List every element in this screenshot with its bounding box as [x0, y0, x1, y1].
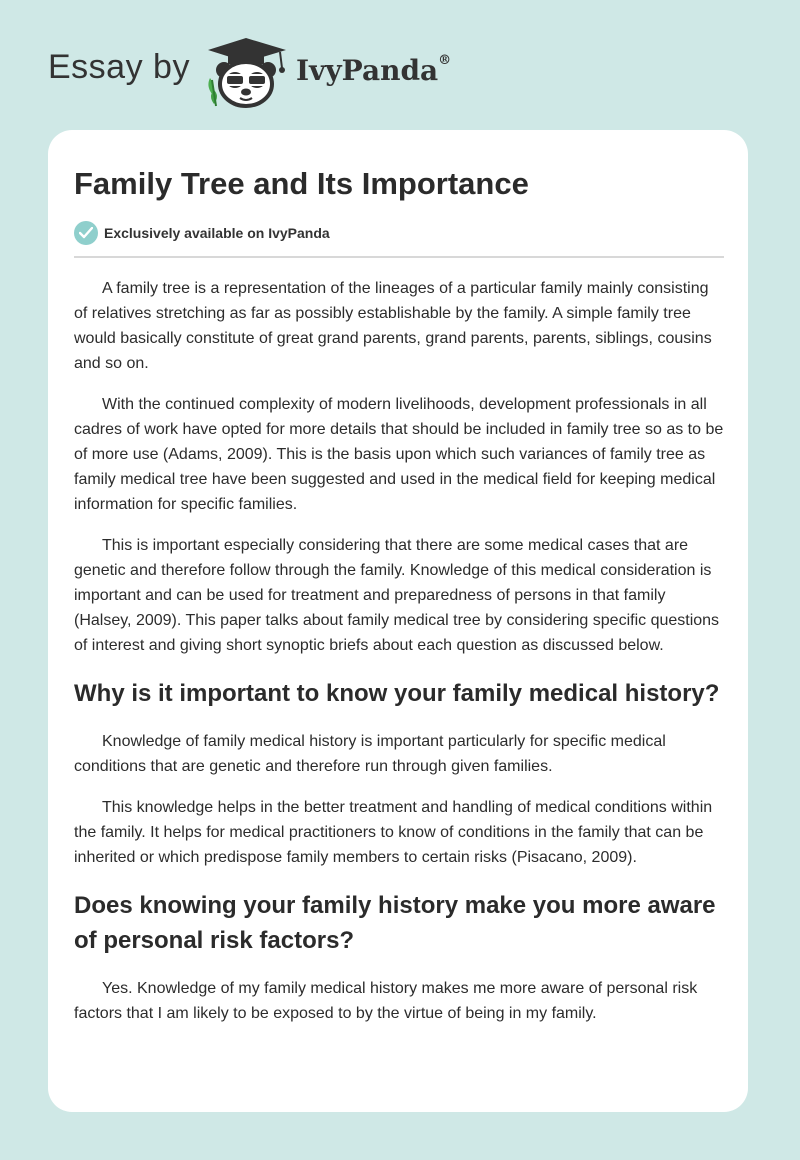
panda-logo-icon[interactable]: [200, 34, 292, 110]
page-title: Family Tree and Its Importance: [74, 166, 529, 201]
brand-text: IvyPanda: [296, 54, 439, 87]
exclusive-badge: [74, 220, 724, 246]
title-divider: [74, 256, 724, 258]
site-header: [0, 0, 800, 120]
essay-by-label: Essay by: [48, 48, 190, 86]
intro-paragraph-3: This is important especially considering that there are some medical cases that are genetic and therefore follow through the family. Knowledge of this medical consideration is important and can be used for treatment and preparedness of persons in that family (Halsey, 2009). This paper talks about family medical tree by considering specific questions of interest and giving short synoptic briefs about each question as discussed below.: [74, 537, 720, 654]
section1-paragraph-1: Knowledge of family medical history is important particularly for specific medical conditions that are genetic and therefore run through given families.: [74, 733, 666, 775]
essay-content: [74, 162, 724, 1026]
intro-paragraph-2: With the continued complexity of modern livelihoods, development professionals in all cadres of work have opted for more details that should be included in family tree so as to be of more use (Adams, 2009). This is the basis upon which such variances of family tree as family medical tree have been suggested and used in the medical field for keeping medical information for specific families.: [74, 396, 724, 513]
check-icon: [74, 221, 98, 245]
section1-paragraph-2: This knowledge helps in the better treatment and handling of medical conditions within the family. It helps for medical practitioners to know of conditions in the family that can be inherited or which predispose family members to certain risks (Pisacano, 2009).: [74, 799, 713, 866]
registered-mark: ®: [438, 52, 452, 68]
section-heading-1: Why is it important to know your family medical history?: [74, 680, 720, 707]
section2-paragraph-1: Yes. Knowledge of my family medical history makes me more aware of personal risk factors that I am likely to be exposed to by the virtue of being in my family.: [74, 980, 698, 1022]
intro-paragraph-1: A family tree is a representation of the lineages of a particular family mainly consisting of relatives stretching as far as possibly establishable by the family. A simple family tree would basically constitute of great grand parents, grand parents, parents, siblings, cousins and so on.: [74, 280, 712, 372]
section-heading-2: Does knowing your family history make you more aware of personal risk factors?: [74, 892, 716, 954]
brand-name[interactable]: [296, 54, 451, 87]
essay-card: [48, 130, 748, 1112]
exclusive-badge-text: Exclusively available on IvyPanda: [104, 225, 330, 241]
